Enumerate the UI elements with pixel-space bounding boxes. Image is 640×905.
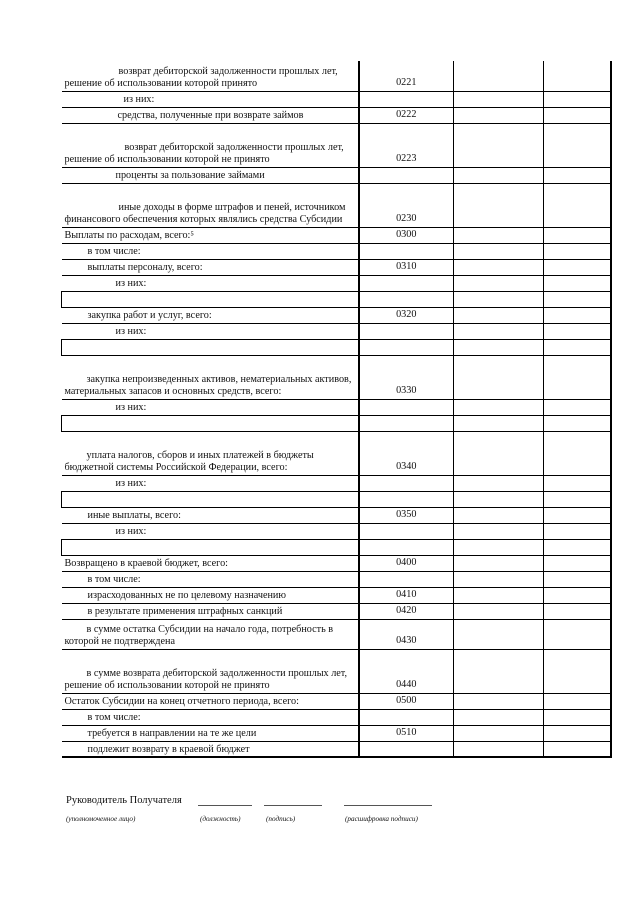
value-cell-1[interactable]: [454, 123, 544, 167]
row-code: [359, 523, 454, 539]
row-code: 0230: [359, 183, 454, 227]
value-cell-2[interactable]: [544, 619, 611, 649]
row-label: иные доходы в форме штрафов и пеней, источником финансового обеспечения которых являлись средства Субсидии: [62, 183, 359, 227]
value-cell-2[interactable]: [544, 183, 611, 227]
row-code: 0223: [359, 123, 454, 167]
table-row: [62, 475, 611, 491]
row-label: возврат дебиторской задолженности прошлых лет, решение об использовании которой не принято: [62, 123, 359, 167]
table-row: [62, 725, 611, 741]
value-cell-1[interactable]: [454, 291, 544, 307]
value-cell-1[interactable]: [454, 539, 544, 555]
value-cell-1[interactable]: [454, 475, 544, 491]
caption-decoding: (расшифровка подписи): [345, 815, 418, 823]
table-row: [62, 709, 611, 725]
row-label: израсходованных не по целевому назначению: [62, 587, 359, 603]
table-row: [62, 603, 611, 619]
row-code: 0400: [359, 555, 454, 571]
table-row: [62, 275, 611, 291]
value-cell-1[interactable]: [454, 323, 544, 339]
table-row: [62, 399, 611, 415]
value-cell-2[interactable]: [544, 275, 611, 291]
value-cell-1[interactable]: [454, 619, 544, 649]
value-cell-2[interactable]: [544, 649, 611, 693]
row-code: [359, 339, 454, 355]
row-code: [359, 491, 454, 507]
value-cell-2[interactable]: [544, 571, 611, 587]
table-row: [62, 307, 611, 323]
row-code: [359, 475, 454, 491]
row-code: 0500: [359, 693, 454, 709]
row-code: 0320: [359, 307, 454, 323]
row-code: [359, 709, 454, 725]
row-code: [359, 91, 454, 107]
row-code: [359, 167, 454, 183]
value-cell-1[interactable]: [454, 709, 544, 725]
value-cell-2[interactable]: [544, 323, 611, 339]
value-cell-2[interactable]: [544, 491, 611, 507]
row-code: 0310: [359, 259, 454, 275]
value-cell-1[interactable]: [454, 243, 544, 259]
table-row: [62, 741, 611, 757]
blank-row: [62, 291, 611, 307]
value-cell-1[interactable]: [454, 61, 544, 91]
table-row: [62, 431, 611, 475]
value-cell-1[interactable]: [454, 491, 544, 507]
value-cell-2[interactable]: [544, 475, 611, 491]
value-cell-2[interactable]: [544, 507, 611, 523]
blank-row: [62, 539, 611, 555]
row-label: [62, 291, 359, 307]
value-cell-1[interactable]: [454, 431, 544, 475]
decoding-line: [344, 805, 432, 806]
value-cell-2[interactable]: [544, 709, 611, 725]
value-cell-1[interactable]: [454, 587, 544, 603]
table-row: [62, 571, 611, 587]
value-cell-2[interactable]: [544, 227, 611, 243]
subsidy-report-table: [61, 61, 612, 758]
value-cell-2[interactable]: [544, 431, 611, 475]
signature-title: Руководитель Получателя: [66, 795, 182, 806]
row-label: в результате применения штрафных санкций: [62, 603, 359, 619]
value-cell-2[interactable]: [544, 259, 611, 275]
row-label: Остаток Субсидии на конец отчетного периода, всего:: [62, 693, 359, 709]
row-code: 0221: [359, 61, 454, 91]
table-row: [62, 507, 611, 523]
value-cell-2[interactable]: [544, 693, 611, 709]
value-cell-2[interactable]: [544, 339, 611, 355]
table-row: [62, 323, 611, 339]
value-cell-1[interactable]: [454, 603, 544, 619]
value-cell-1[interactable]: [454, 571, 544, 587]
value-cell-2[interactable]: [544, 307, 611, 323]
row-label: закупка непроизведенных активов, нематериальных активов, материальных запасов и основных средств, всего:: [62, 355, 359, 399]
row-code: 0410: [359, 587, 454, 603]
row-label: возврат дебиторской задолженности прошлых лет, решение об использовании которой принято: [62, 61, 359, 91]
value-cell-1[interactable]: [454, 725, 544, 741]
signature-line: [264, 805, 322, 806]
row-label: [62, 339, 359, 355]
value-cell-2[interactable]: [544, 61, 611, 91]
table-row: [62, 555, 611, 571]
value-cell-1[interactable]: [454, 259, 544, 275]
table-row: [62, 167, 611, 183]
value-cell-1[interactable]: [454, 399, 544, 415]
caption-authorized: (уполномоченное лицо): [66, 815, 136, 823]
table-body: [62, 61, 611, 757]
table-row: [62, 587, 611, 603]
value-cell-2[interactable]: [544, 741, 611, 757]
row-code: [359, 571, 454, 587]
row-label: проценты за пользование займами: [62, 167, 359, 183]
row-label: Возвращено в краевой бюджет, всего:: [62, 555, 359, 571]
row-label: уплата налогов, сборов и иных платежей в бюджеты бюджетной системы Российской Федерации, всего:: [62, 431, 359, 475]
value-cell-2[interactable]: [544, 355, 611, 399]
row-label: [62, 539, 359, 555]
row-code: [359, 399, 454, 415]
row-code: 0440: [359, 649, 454, 693]
row-label: из них:: [62, 523, 359, 539]
value-cell-1[interactable]: [454, 741, 544, 757]
table-row: [62, 227, 611, 243]
row-label: [62, 415, 359, 431]
table-row: [62, 523, 611, 539]
table-row: [62, 243, 611, 259]
table-row: [62, 183, 611, 227]
value-cell-1[interactable]: [454, 107, 544, 123]
position-line: [198, 805, 252, 806]
row-label: требуется в направлении на те же цели: [62, 725, 359, 741]
row-code: [359, 415, 454, 431]
value-cell-2[interactable]: [544, 123, 611, 167]
value-cell-1[interactable]: [454, 355, 544, 399]
value-cell-1[interactable]: [454, 91, 544, 107]
row-label: в сумме остатка Субсидии на начало года, потребность в которой не подтверждена: [62, 619, 359, 649]
caption-position: (должность): [200, 815, 241, 823]
row-label: из них:: [62, 91, 359, 107]
row-label: [62, 491, 359, 507]
value-cell-1[interactable]: [454, 183, 544, 227]
row-label: в том числе:: [62, 243, 359, 259]
table-row: [62, 107, 611, 123]
table-row: [62, 123, 611, 167]
row-code: [359, 539, 454, 555]
row-code: 0510: [359, 725, 454, 741]
row-label: подлежит возврату в краевой бюджет: [62, 741, 359, 757]
value-cell-2[interactable]: [544, 291, 611, 307]
value-cell-1[interactable]: [454, 167, 544, 183]
blank-row: [62, 415, 611, 431]
value-cell-2[interactable]: [544, 167, 611, 183]
value-cell-2[interactable]: [544, 415, 611, 431]
table-row: [62, 91, 611, 107]
table-row: [62, 649, 611, 693]
row-label: в том числе:: [62, 571, 359, 587]
row-code: 0330: [359, 355, 454, 399]
row-code: [359, 291, 454, 307]
row-code: [359, 323, 454, 339]
row-code: 0420: [359, 603, 454, 619]
row-code: 0430: [359, 619, 454, 649]
value-cell-1[interactable]: [454, 307, 544, 323]
value-cell-2[interactable]: [544, 539, 611, 555]
row-label: из них:: [62, 323, 359, 339]
value-cell-1[interactable]: [454, 415, 544, 431]
value-cell-1[interactable]: [454, 339, 544, 355]
table-row: [62, 619, 611, 649]
value-cell-2[interactable]: [544, 399, 611, 415]
row-label: из них:: [62, 399, 359, 415]
value-cell-2[interactable]: [544, 523, 611, 539]
row-label: в сумме возврата дебиторской задолженности прошлых лет, решение об использовании которой не принято: [62, 649, 359, 693]
row-label: в том числе:: [62, 709, 359, 725]
value-cell-1[interactable]: [454, 693, 544, 709]
table-row: [62, 355, 611, 399]
value-cell-1[interactable]: [454, 649, 544, 693]
row-label: средства, полученные при возврате займов: [62, 107, 359, 123]
row-label: закупка работ и услуг, всего:: [62, 307, 359, 323]
row-label: иные выплаты, всего:: [62, 507, 359, 523]
blank-row: [62, 339, 611, 355]
blank-row: [62, 491, 611, 507]
value-cell-2[interactable]: [544, 555, 611, 571]
signature-block: [66, 795, 586, 827]
table-row: [62, 693, 611, 709]
value-cell-2[interactable]: [544, 603, 611, 619]
table-row: [62, 61, 611, 91]
row-label: из них:: [62, 475, 359, 491]
table-row: [62, 259, 611, 275]
value-cell-1[interactable]: [454, 555, 544, 571]
value-cell-2[interactable]: [544, 243, 611, 259]
value-cell-1[interactable]: [454, 275, 544, 291]
row-code: [359, 243, 454, 259]
row-label: Выплаты по расходам, всего:⁵: [62, 227, 359, 243]
row-label: из них:: [62, 275, 359, 291]
value-cell-2[interactable]: [544, 725, 611, 741]
row-code: 0222: [359, 107, 454, 123]
row-code: 0300: [359, 227, 454, 243]
value-cell-2[interactable]: [544, 91, 611, 107]
value-cell-1[interactable]: [454, 523, 544, 539]
value-cell-1[interactable]: [454, 507, 544, 523]
value-cell-2[interactable]: [544, 587, 611, 603]
row-code: 0340: [359, 431, 454, 475]
row-code: [359, 741, 454, 757]
caption-signature: (подпись): [266, 815, 296, 823]
value-cell-1[interactable]: [454, 227, 544, 243]
value-cell-2[interactable]: [544, 107, 611, 123]
row-code: [359, 275, 454, 291]
row-label: выплаты персоналу, всего:: [62, 259, 359, 275]
row-code: 0350: [359, 507, 454, 523]
